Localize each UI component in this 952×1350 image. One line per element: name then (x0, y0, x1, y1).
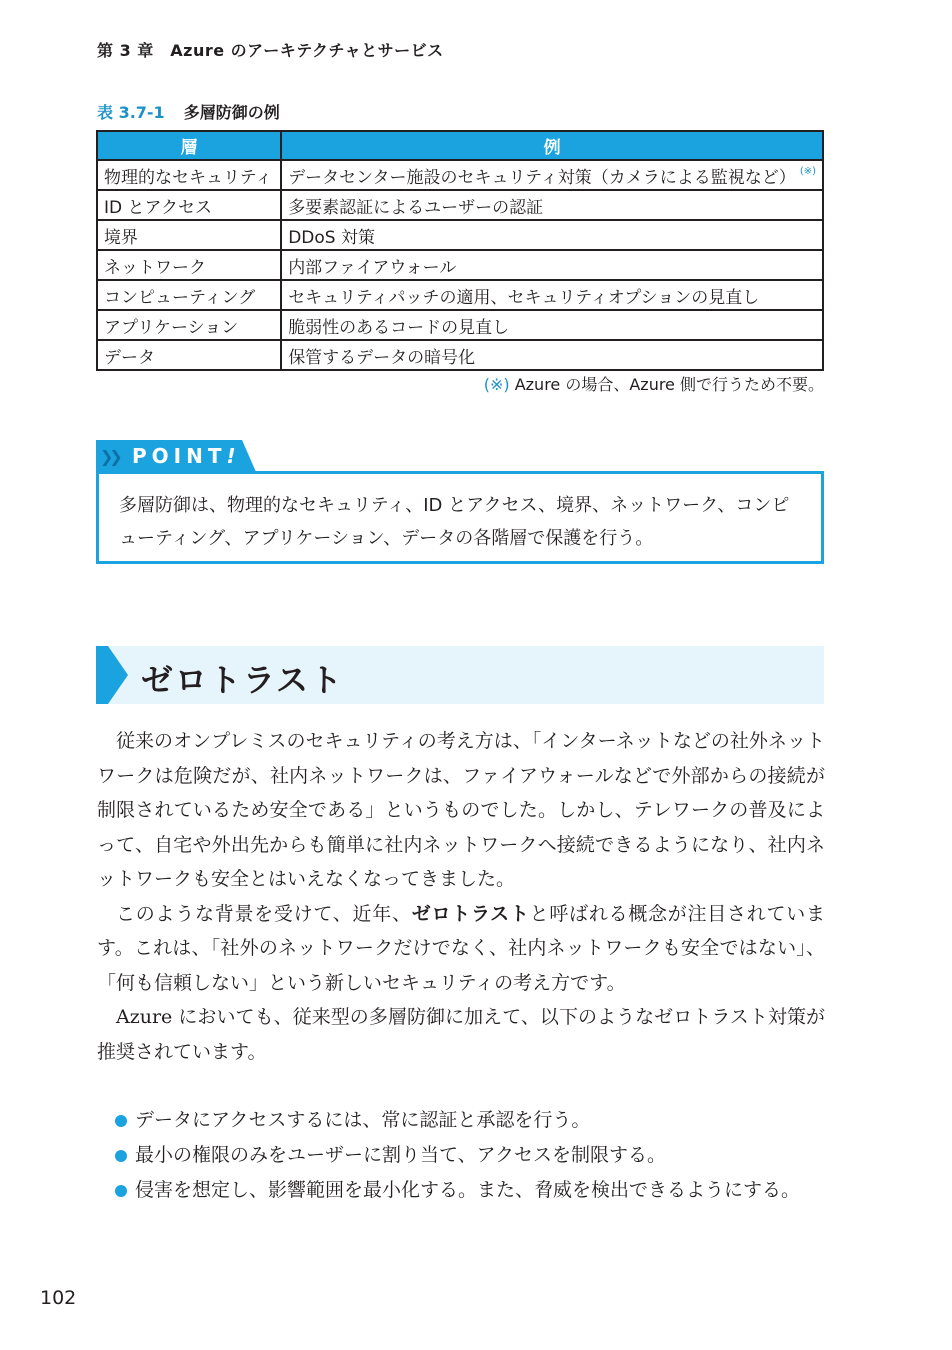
list-item (115, 1103, 800, 1138)
bullet-list (115, 1103, 800, 1208)
point-label (132, 444, 241, 468)
table-row (97, 280, 823, 310)
bullet-dot-icon (115, 1185, 127, 1197)
list-item (115, 1173, 800, 1208)
layer-cell: ID とアクセス (97, 190, 281, 220)
point-label-text: POINT (132, 444, 227, 468)
body-text (97, 724, 825, 1069)
footnote-mark: (※) (799, 165, 816, 177)
section-title: ゼロトラスト (141, 661, 345, 699)
example-cell: セキュリティパッチの適用、セキュリティオプションの見直し (281, 280, 823, 310)
example-cell: 内部ファイアウォール (281, 250, 823, 280)
example-cell (281, 160, 823, 190)
paragraph (97, 724, 825, 897)
table-caption-title: 多層防御の例 (183, 103, 280, 122)
section-accent-stripe (96, 646, 108, 704)
table-row (97, 250, 823, 280)
list-item-text: データにアクセスするには、常に認証と承認を行う。 (135, 1109, 591, 1131)
footnote-mark: (※) (483, 375, 510, 394)
paragraph-text: 従来のオンプレミスのセキュリティの考え方は、「インターネットなどの社外ネットワークは危険だが、社内ネットワークは、ファイアウォールなどで外部からの接続が制限されているため安全である」というものでした。しかし、テレワークの普及によって、自宅や外出先からも簡単に社内ネットワークへ接続できるようになり、社内ネットワークも安全とはいえなくなってきました。 (97, 730, 825, 890)
page-number: 102 (40, 1287, 77, 1309)
table-row (97, 190, 823, 220)
example-cell: 多要素認証によるユーザーの認証 (281, 190, 823, 220)
table-row (97, 220, 823, 250)
layer-cell: 物理的なセキュリティ (97, 160, 281, 190)
example-cell: 保管するデータの暗号化 (281, 340, 823, 370)
running-head: 第 3 章 Azure のアーキテクチャとサービス (97, 41, 444, 60)
point-label-suffix: ! (226, 444, 241, 468)
example-cell: DDoS 対策 (281, 220, 823, 250)
paragraph (97, 1000, 825, 1069)
table-row (97, 340, 823, 370)
example-cell: 脆弱性のあるコードの見直し (281, 310, 823, 340)
bullet-dot-icon (115, 1115, 127, 1127)
double-chevron-icon: ❯❯ (100, 447, 119, 466)
paragraph-text: このような背景を受けて、近年、 (116, 902, 412, 925)
bullet-dot-icon (115, 1150, 127, 1162)
table-row (97, 160, 823, 190)
emphasis-term: ゼロトラスト (411, 902, 530, 925)
table-footnote (484, 372, 824, 395)
list-item (115, 1138, 800, 1173)
column-header-example: 例 (281, 131, 823, 160)
table-caption-number: 表 3.7-1 (97, 103, 165, 122)
layer-cell: コンピューティング (97, 280, 281, 310)
table-header-row (97, 131, 823, 160)
layer-cell: ネットワーク (97, 250, 281, 280)
section-arrow-icon (108, 646, 128, 704)
footnote-text: Azure の場合、Azure 側で行うため不要。 (514, 375, 824, 394)
point-box: 多層防御は、物理的なセキュリティ、ID とアクセス、境界、ネットワーク、コンピューティング、アプリケーション、データの各階層で保護を行う。 (96, 471, 824, 564)
column-header-layer: 層 (97, 131, 281, 160)
paragraph-text: と呼ばれる概念が注目されています。これは、「社外のネットワークだけでなく、社内ネットワークも安全ではない」、「何も信頼しない」という新しいセキュリティの考え方です。 (97, 902, 825, 994)
example-text: データセンター施設のセキュリティ対策（カメラによる監視など） (288, 167, 796, 188)
table-caption (97, 100, 280, 123)
list-item-text: 最小の権限のみをユーザーに割り当て、アクセスを制限する。 (135, 1144, 667, 1166)
table-row (97, 310, 823, 340)
defense-layers-table (96, 130, 824, 371)
layer-cell: データ (97, 340, 281, 370)
list-item-text: 侵害を想定し、影響範囲を最小化する。また、脅威を検出できるようにする。 (135, 1179, 801, 1201)
paragraph (97, 897, 825, 1001)
layer-cell: 境界 (97, 220, 281, 250)
paragraph-text: Azure においても、従来型の多層防御に加えて、以下のようなゼロトラスト対策が推奨されています。 (97, 1006, 825, 1063)
layer-cell: アプリケーション (97, 310, 281, 340)
